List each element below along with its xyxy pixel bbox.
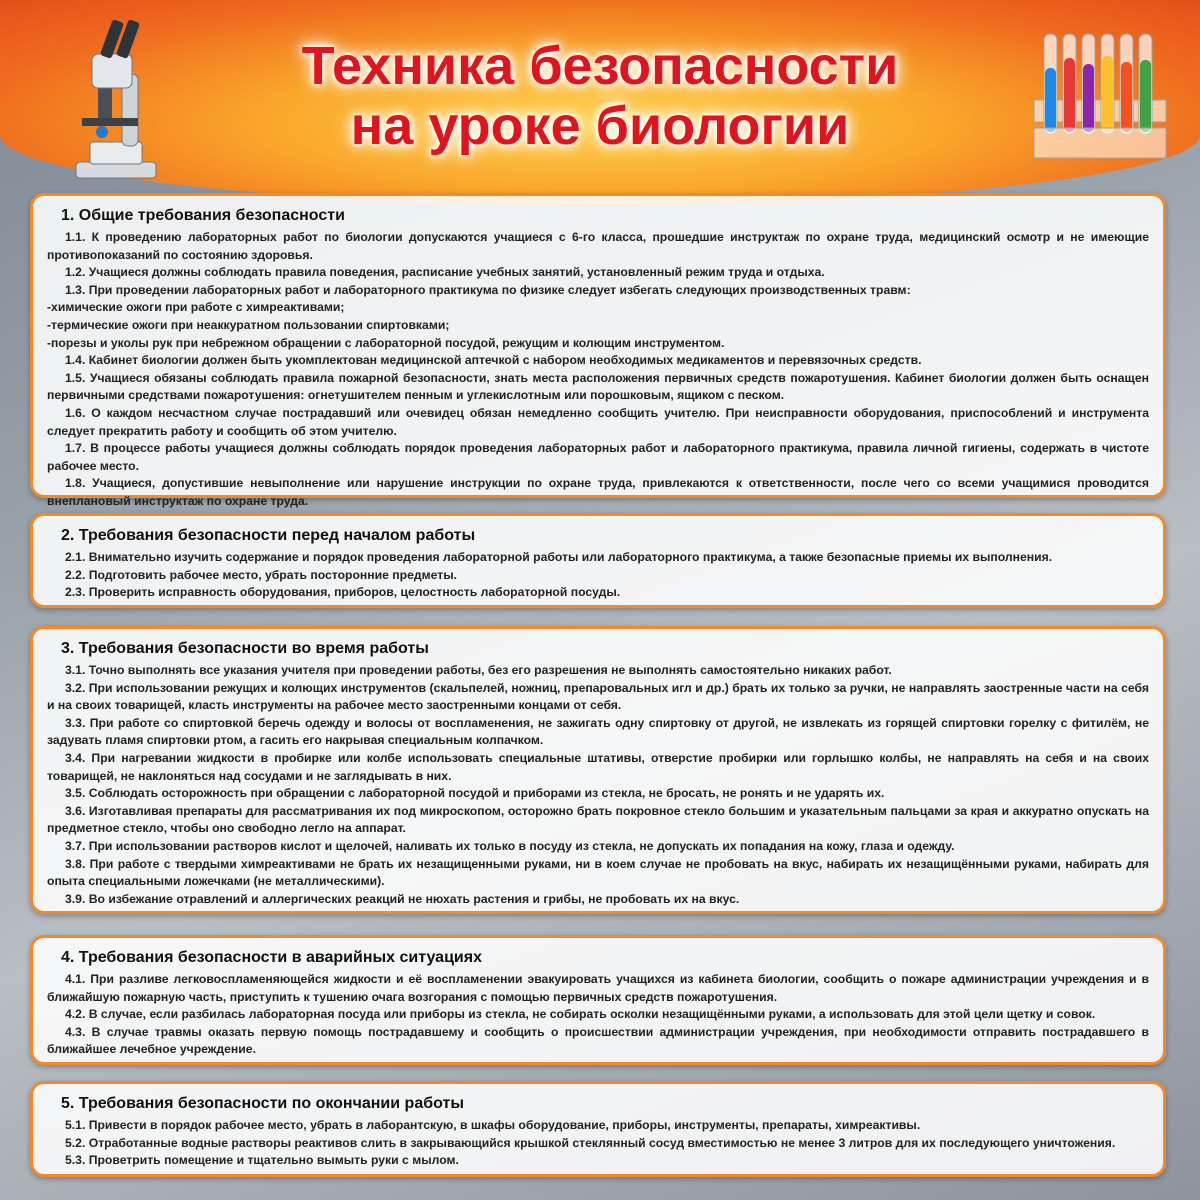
rule-item: 1.5. Учащиеся обязаны соблюдать правила пожарной безопасности, знать места расположения первичных средств пожаротушения. Кабинет биологии должен быть оснащен первичными средствами пожаротушения: огнетушителем пенным и углекислотным или порошковым, ящиком с песком. xyxy=(47,370,1149,403)
section-heading: 1. Общие требования безопасности xyxy=(61,207,345,224)
rule-subitem: -термические ожоги при неаккуратном пользовании спиртовками; xyxy=(47,317,450,332)
rule-item: 5.3. Проветрить помещение и тщательно вымыть руки с мылом. xyxy=(65,1153,459,1168)
page-title xyxy=(150,36,1050,156)
section-before-work xyxy=(30,513,1166,608)
section-heading: 5. Требования безопасности по окончании работы xyxy=(61,1095,464,1112)
rule-item: 3.7. При использовании растворов кислот и щелочей, наливать их только в посуду из стекла, не допускать их попадания на кожу, глаза и одежду. xyxy=(65,838,955,853)
rule-item: 4.2. В случае, если разбилась лабораторная посуда или приборы из стекла, не собирать осколки незащищёнными руками, а использовать для этой цели щетку и совок. xyxy=(65,1007,1096,1022)
rule-item: 2.2. Подготовить рабочее место, убрать посторонние предметы. xyxy=(65,567,458,582)
rule-item: 5.1. Привести в порядок рабочее место, убрать в лаборантскую, в шкафы оборудование, приборы, инструменты, препараты, химреактивы. xyxy=(65,1118,921,1132)
rule-item: 1.8. Учащиеся, допустившие невыполнение или нарушение инструкции по охране труда, привлекаются к ответственности, после чего со всеми учащимися проводится внеплановый инструктаж по охране труда. xyxy=(47,476,1149,508)
rule-item: 1.7. В процессе работы учащиеся должны соблюдать порядок проведения лабораторных работ и лабораторного практикума, правила личной гигиены, содержать в чистоте рабочее место. xyxy=(47,441,1149,473)
rule-item: 1.6. О каждом несчастном случае пострадавший или очевидец обязан немедленно сообщить учителю. При неисправности оборудования, приспособлений и инструмента следует прекратить работу и сообщить об этом учителю. xyxy=(47,405,1149,438)
section-general-requirements xyxy=(30,193,1166,508)
rule-item: 3.8. При работе с твердыми химреактивами не брать их незащищенными руками, ни в коем случае не пробовать на вкус, набирать их незащищёнными руками, набирать для опыта специальными ложечками (не металлическими). xyxy=(47,856,1149,889)
test-tubes-icon xyxy=(1030,28,1170,163)
section-after-work xyxy=(30,1081,1166,1177)
rule-subitem: -порезы и уколы рук при небрежном обращении с лабораторной посудой, режущим и колющим инструментом. xyxy=(47,335,725,350)
rule-item: 5.2. Отработанные водные растворы реактивов слить в закрывающийся крышкой стеклянный сосуд вместимостью не менее 3 литров для их последующего уничтожения. xyxy=(65,1135,1116,1150)
rule-item: 3.4. При нагревании жидкости в пробирке или колбе использовать специальные штативы, отверстие пробирки или горлышко колбы, не направлять на себя и на своих товарищей, не наклоняться над сосудами и не заглядывать в них. xyxy=(47,750,1149,783)
rule-item: 2.1. Внимательно изучить содержание и порядок проведения лабораторной работы или лабораторного практикума, а также безопасные приемы их выполнения. xyxy=(65,550,1053,564)
section-heading: 4. Требования безопасности в аварийных ситуациях xyxy=(61,949,482,966)
section-heading: 2. Требования безопасности перед началом работы xyxy=(61,527,476,544)
rule-item: 3.6. Изготавливая препараты для рассматривания их под микроскопом, осторожно брать покровное стекло большим и указательным пальцами за края и аккуратно опускать на предметное стекло, чтобы оно свободно легло на аппарат. xyxy=(47,803,1149,836)
rule-item: 4.1. При разливе легковоспламеняющейся жидкости и её воспламенении эвакуировать учащихся из кабинета биологии, сообщить о пожаре администрации учреждения и в ближайшую пожарную часть, приступить к тушению очага возгорания с помощью первичных средств пожаротушения. xyxy=(47,972,1149,1004)
title-line-2: на уроке биологии xyxy=(350,96,850,156)
rule-item: 3.9. Во избежание отравлений и аллергических реакций не нюхать растения и грибы, не пробовать их на вкус. xyxy=(65,891,740,906)
rule-item: 3.3. При работе со спиртовкой беречь одежду и волосы от воспламенения, не зажигать одну спиртовку от другой, не извлекать из горящей спиртовки горелку с фитилём, не задувать пламя спиртовки ртом, а гасить его накрывая специальным колпачком. xyxy=(47,715,1149,748)
rule-item: 3.1. Точно выполнять все указания учителя при проведении работы, без его разрешения не выполнять самостоятельно никаких работ. xyxy=(65,663,892,677)
section-emergency xyxy=(30,935,1166,1065)
rule-item: 2.3. Проверить исправность оборудования, приборов, целостность лабораторной посуды. xyxy=(65,585,621,600)
rule-item: 3.2. При использовании режущих и колющих инструментов (скальпелей, ножниц, препаровальных игл и др.) брать их только за ручки, не направлять заостренные части на себя и на своих товарищей, класть инструменты на рабочее место заостренными концами от себя. xyxy=(47,680,1149,713)
section-heading: 3. Требования безопасности во время работы xyxy=(61,640,429,657)
rule-item: 1.2. Учащиеся должны соблюдать правила поведения, расписание учебных занятий, установленный режим труда и отдыха. xyxy=(65,265,825,280)
section-during-work xyxy=(30,626,1166,914)
rule-item: 1.4. Кабинет биологии должен быть укомплектован медицинской аптечкой с набором необходимых медикаментов и перевязочных средств. xyxy=(65,353,922,368)
rule-subitem: -химические ожоги при работе с химреактивами; xyxy=(47,300,345,315)
rule-item: 4.3. В случае травмы оказать первую помощь пострадавшему и сообщить о происшествии администрации учреждения, при необходимости отправить пострадавшего в ближайшее лечебное учреждение. xyxy=(47,1024,1149,1057)
rule-item: 1.3. При проведении лабораторных работ и лабораторного практикума по физике следует избегать следующих производственных травм: xyxy=(65,282,911,297)
title-line-1: Техника безопасности xyxy=(301,36,899,96)
rule-item: 1.1. К проведению лабораторных работ по биологии допускаются учащиеся с 6-го класса, прошедшие инструктаж по охране труда, медицинский осмотр и не имеющие противопоказаний по состоянию здоровья. xyxy=(47,230,1149,262)
rule-item: 3.5. Соблюдать осторожность при обращении с лабораторной посудой и приборами из стекла, не бросать, не ронять и не ударять их. xyxy=(65,786,885,801)
